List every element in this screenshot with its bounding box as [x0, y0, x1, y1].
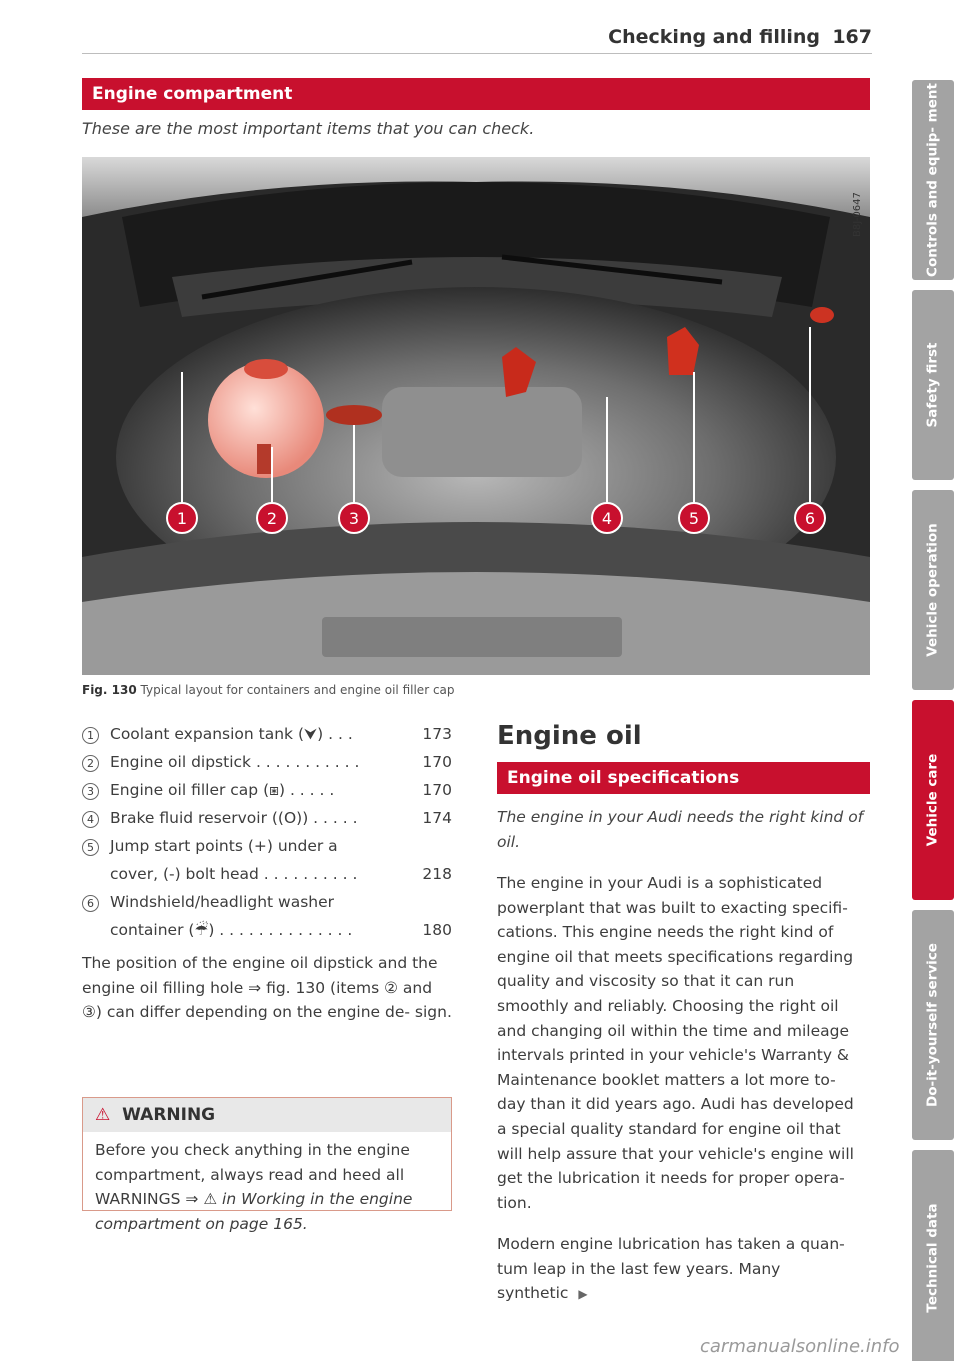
oil-paragraph-1: The engine in your Audi is a sophisticated powerplant that was built to exacting specifi- cations. This engine needs the right kind of engine oil that meets specifications regarding quality and viscosity so that it can run smoothly and reliably. Choosing the right oil and changing oil within the time and mileage intervals printed in your vehicle's Warranty & Maintenance booklet matters a lot more to- day than it did years ago. Audi has developed a special quality standard for engine oil that will help assure that your vehicle's engine will get the lubrication it needs for proper opera- tion.: [497, 874, 854, 1212]
oil-lead: The engine in your Audi needs the right kind of oil.: [497, 808, 864, 851]
tab-safety-first[interactable]: [912, 290, 954, 480]
item-page-ref: 180: [422, 921, 452, 939]
tab-label: Vehicle operation: [924, 523, 941, 657]
tab-label: Controls and equip- ment: [924, 83, 941, 277]
engine-compartment-photo: [82, 157, 870, 675]
figure-caption-text: Typical layout for containers and engine oil filler cap: [140, 683, 455, 697]
page-number: 167: [832, 26, 872, 48]
svg-text:5: 5: [688, 509, 700, 528]
warning-triangle-icon: ⚠: [95, 1105, 111, 1125]
item-number: 1: [82, 727, 99, 744]
heading-engine-oil: Engine oil: [497, 721, 642, 751]
item-number: 4: [82, 811, 99, 828]
oil-paragraph-2: [497, 1232, 867, 1307]
figure-code: B8J-0647: [852, 192, 863, 237]
tab-controls-and-equipment[interactable]: [912, 80, 954, 280]
item-page-ref: 170: [422, 753, 452, 771]
continue-arrow-icon: ▶: [578, 1287, 588, 1302]
list-item: [82, 892, 452, 940]
header-title: Checking and filling: [608, 26, 820, 48]
section-title-oil-specifications: Engine oil specifications: [497, 762, 870, 794]
warning-body: [83, 1132, 451, 1242]
list-item: [82, 780, 452, 800]
svg-text:1: 1: [176, 509, 188, 528]
tab-label: Technical data: [924, 1202, 941, 1313]
figure-caption: [82, 683, 455, 697]
tab-label: Do-it-yourself service: [924, 943, 941, 1107]
tab-label: Vehicle care: [924, 753, 941, 847]
warning-box: [82, 1097, 452, 1233]
svg-text:3: 3: [348, 509, 360, 528]
warning-link[interactable]: ⚠ in Working in the engine compartment on page 165.: [95, 1190, 413, 1233]
item-label: Brake fluid reservoir ((O)) . . . . .: [110, 809, 358, 827]
svg-text:2: 2: [266, 509, 278, 528]
item-number: 6: [82, 895, 99, 912]
list-item: [82, 752, 452, 772]
section-intro: These are the most important items that you can check.: [82, 119, 535, 138]
item-number: 5: [82, 839, 99, 856]
item-list: [82, 724, 452, 948]
list-item: [82, 724, 452, 744]
item-page-ref: 170: [422, 781, 452, 799]
page-header: [82, 22, 872, 54]
item-label: Engine oil filler cap (⧆) . . . . .: [110, 781, 335, 799]
tab-technical-data[interactable]: [912, 1150, 954, 1361]
list-item: [82, 808, 452, 828]
item-label: Jump start points (+) under a: [110, 837, 338, 855]
figure-caption-label: Fig. 130: [82, 683, 137, 697]
list-item: [82, 836, 452, 884]
item-label-cont: container (☔) . . . . . . . . . . . . . .: [110, 921, 353, 939]
tab-do-it-yourself-service[interactable]: [912, 910, 954, 1140]
item-label-cont: cover, (-) bolt head . . . . . . . . . .: [110, 865, 358, 883]
tab-label: Safety first: [924, 342, 941, 428]
oil-paragraph-2-text: Modern engine lubrication has taken a quan- tum leap in the last few years. Many synthetic: [497, 1235, 845, 1303]
tab-vehicle-operation[interactable]: [912, 490, 954, 690]
figure-callout-4: [592, 503, 622, 533]
figure-callout-6: [795, 503, 825, 533]
item-number: 2: [82, 755, 99, 772]
tab-vehicle-care[interactable]: [912, 700, 954, 900]
warning-title: WARNING: [122, 1105, 216, 1125]
note-paragraph: The position of the engine oil dipstick and the engine oil filling hole ⇒ fig. 130 (items ② and ③) can differ depending on the engine de- sign.: [82, 954, 452, 1022]
item-label: Coolant expansion tank (⮟) . . .: [110, 725, 353, 743]
figure-callout-1: [167, 503, 197, 533]
figure-callout-2: [257, 503, 287, 533]
item-page-ref: 218: [422, 865, 452, 883]
item-label: Windshield/headlight washer: [110, 893, 335, 911]
item-page-ref: 173: [422, 725, 452, 743]
svg-text:6: 6: [804, 509, 816, 528]
item-page-ref: 174: [422, 809, 452, 827]
figure-callout-3: [339, 503, 369, 533]
watermark: carmanualsonline.info: [700, 1336, 900, 1357]
svg-text:4: 4: [601, 509, 613, 528]
warning-header: [83, 1098, 451, 1132]
section-title-engine-compartment: Engine compartment: [82, 78, 870, 110]
item-number: 3: [82, 783, 99, 800]
item-label: Engine oil dipstick . . . . . . . . . . .: [110, 753, 360, 771]
warning-text: Before you check anything in the engine compartment, always read and heed all WARNINGS ⇒: [95, 1141, 410, 1209]
figure-callout-5: [679, 503, 709, 533]
